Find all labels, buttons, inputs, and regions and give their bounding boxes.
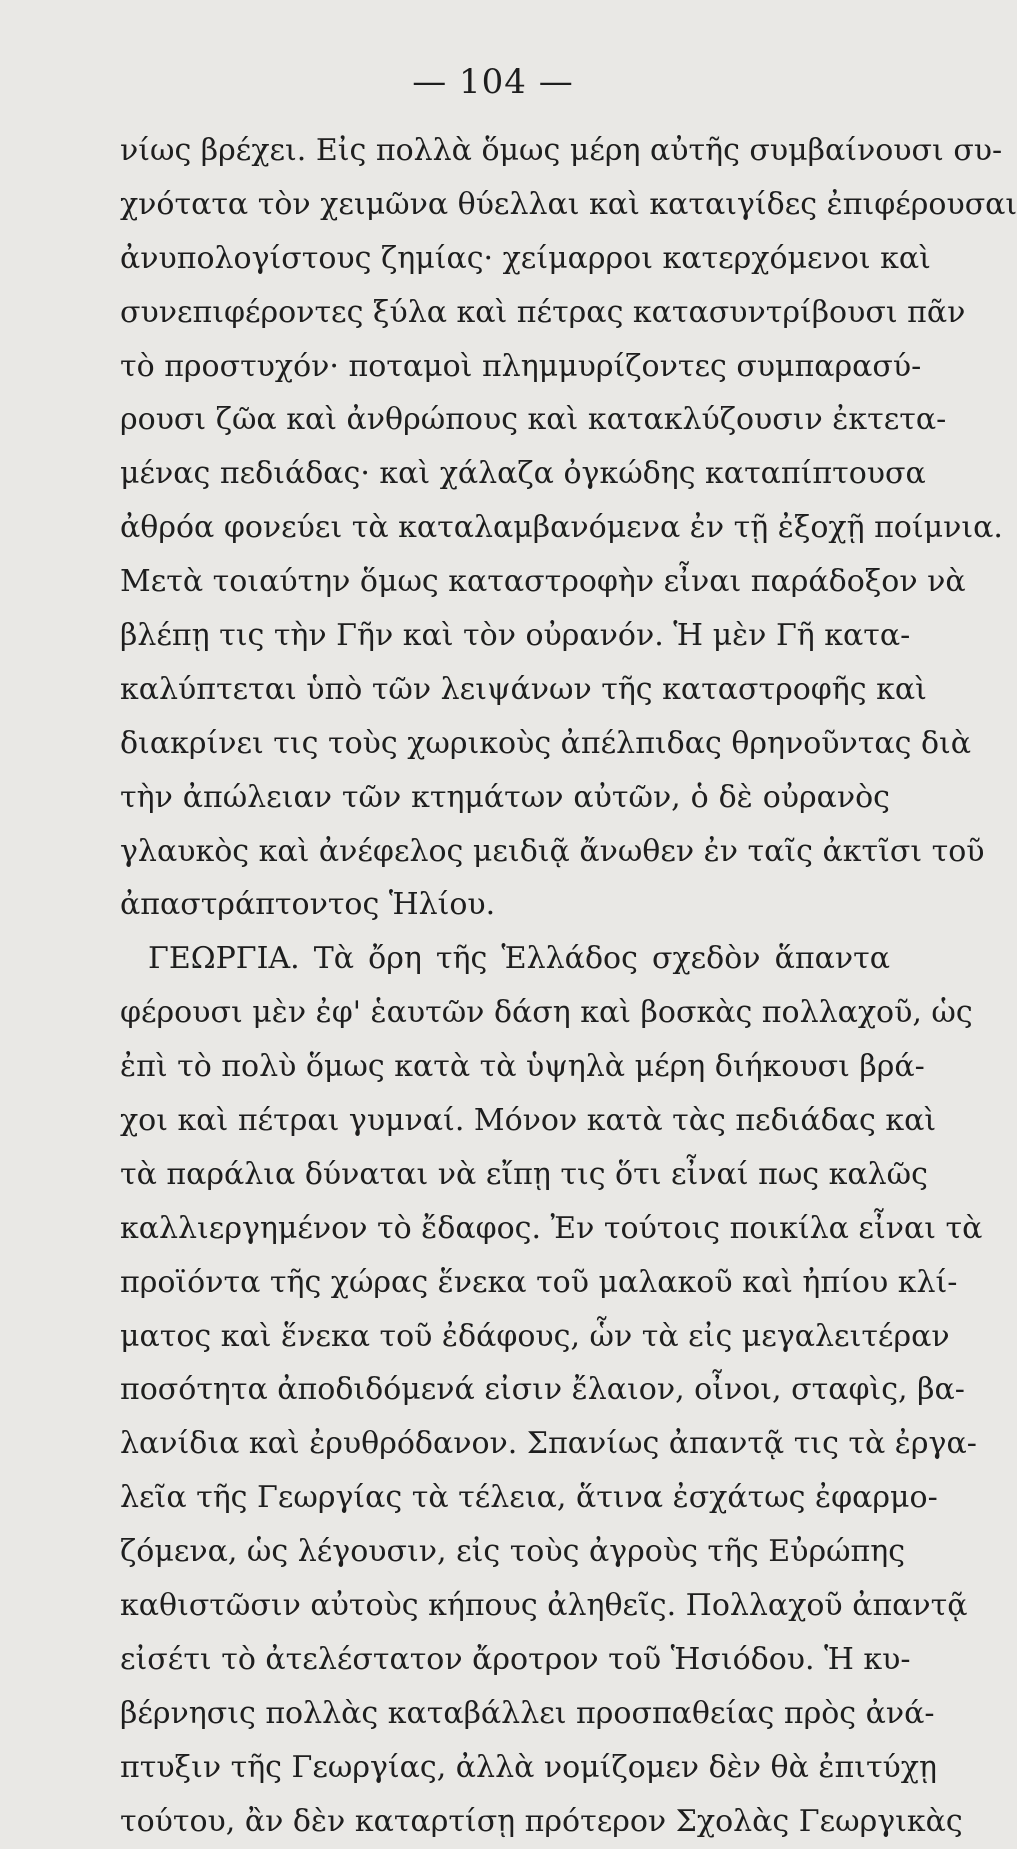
text-line: μένας πεδιάδας· καὶ χάλαζα ὀγκώδης καταπίπτουσα xyxy=(120,456,926,492)
text-line: χοι καὶ πέτραι γυμναί. Μόνον κατὰ τὰς πεδιάδας καὶ xyxy=(120,1103,937,1139)
text-line: ζόμενα, ὡς λέγουσιν, εἰς τοὺς ἀγροὺς τῆς Εὐρώπης xyxy=(120,1534,906,1570)
text-line: Μετὰ τοιαύτην ὅμως καταστροφὴν εἶναι παράδοξον νὰ xyxy=(120,564,966,600)
text-line: ἀπαστράπτοντος Ἡλίου. xyxy=(120,887,496,923)
text-line: εἰσέτι τὸ ἀτελέστατον ἄροτρον τοῦ Ἡσιόδου. Ἡ κυ- xyxy=(120,1641,911,1677)
text-line: καθιστῶσιν αὐτοὺς κήπους ἀληθεῖς. Πολλαχοῦ ἀπαντᾷ xyxy=(120,1588,968,1624)
text-line: λανίδια καὶ ἐρυθρόδανον. Σπανίως ἀπαντᾷ τις τὰ ἐργα- xyxy=(120,1426,977,1462)
text-line: καλλιεργημένον τὸ ἔδαφος. Ἐν τούτοις ποικίλα εἶναι τὰ xyxy=(120,1210,983,1246)
text-line: χνότατα τὸν χειμῶνα θύελλαι καὶ καταιγίδες ἐπιφέρουσαι xyxy=(120,186,1017,222)
text-line: βέρνησις πολλὰς καταβάλλει προσπαθείας πρὸς ἀνά- xyxy=(120,1695,935,1731)
text-line: ἀνυπολογίστους ζημίας· χείμαρροι κατερχόμενοι καὶ xyxy=(120,240,931,276)
text-line: τὰ παράλια δύναται νὰ εἴπῃ τις ὅτι εἶναί πως καλῶς xyxy=(120,1156,928,1192)
text-line: συνεπιφέροντες ξύλα καὶ πέτρας κατασυντρίβουσι πᾶν xyxy=(120,294,966,330)
text-line: βλέπῃ τις τὴν Γῆν καὶ τὸν οὐρανόν. Ἡ μὲν Γῆ κατα- xyxy=(120,618,911,654)
text-line: γλαυκὸς καὶ ἀνέφελος μειδιᾷ ἄνωθεν ἐν ταῖς ἀκτῖσι τοῦ xyxy=(120,833,985,869)
text-line: τούτου, ἂν δὲν καταρτίσῃ πρότερον Σχολὰς Γεωργικὰς xyxy=(120,1803,963,1839)
text-line: λεῖα τῆς Γεωργίας τὰ τέλεια, ἅτινα ἐσχάτως ἐφαρμο- xyxy=(120,1480,938,1516)
text-line: φέρουσι μὲν ἐφ' ἑαυτῶν δάση καὶ βοσκὰς πολλαχοῦ, ὡς xyxy=(120,995,973,1031)
text-line: ἐπὶ τὸ πολὺ ὅμως κατὰ τὰ ὑψηλὰ μέρη διήκουσι βρά- xyxy=(120,1049,925,1085)
page-number: — 104 — xyxy=(412,62,574,102)
text-line: ρουσι ζῶα καὶ ἀνθρώπους καὶ κατακλύζουσιν ἐκτετα- xyxy=(120,402,947,438)
text-line: ποσότητα ἀποδιδόμενά εἰσιν ἔλαιον, οἶνοι, σταφὶς, βα- xyxy=(120,1372,965,1408)
text-line: πτυξιν τῆς Γεωργίας, ἀλλὰ νομίζομεν δὲν θὰ ἐπιτύχῃ xyxy=(120,1749,937,1785)
text-line: τὸ προστυχόν· ποταμοὶ πλημμυρίζοντες συμπαρασύ- xyxy=(120,348,922,384)
text-line: ματος καὶ ἕνεκα τοῦ ἐδάφους, ὧν τὰ εἰς μεγαλειτέραν xyxy=(120,1318,950,1354)
text-line: νίως βρέχει. Εἰς πολλὰ ὅμως μέρη αὐτῆς συμβαίνουσι συ- xyxy=(120,133,1003,168)
text-line: διακρίνει τις τοὺς χωρικοὺς ἀπέλπιδας θρηνοῦντας διὰ xyxy=(120,725,972,761)
text-line: καλύπτεται ὑπὸ τῶν λειψάνων τῆς καταστροφῆς καὶ xyxy=(120,671,927,707)
body-text xyxy=(120,124,1017,1849)
text-line: τὴν ἀπώλειαν τῶν κτημάτων αὐτῶν, ὁ δὲ οὐρανὸς xyxy=(120,779,890,815)
section-heading-line: ΓΕΩΡΓΙΑ. Τὰ ὄρη τῆς Ἑλλάδος σχεδὸν ἅπαντα xyxy=(148,941,890,977)
text-line: ἀθρόα φονεύει τὰ καταλαμβανόμενα ἐν τῇ ἐξοχῇ ποίμνια. xyxy=(120,510,1003,546)
text-line: προϊόντα τῆς χώρας ἕνεκα τοῦ μαλακοῦ καὶ ἠπίου κλί- xyxy=(120,1264,958,1300)
